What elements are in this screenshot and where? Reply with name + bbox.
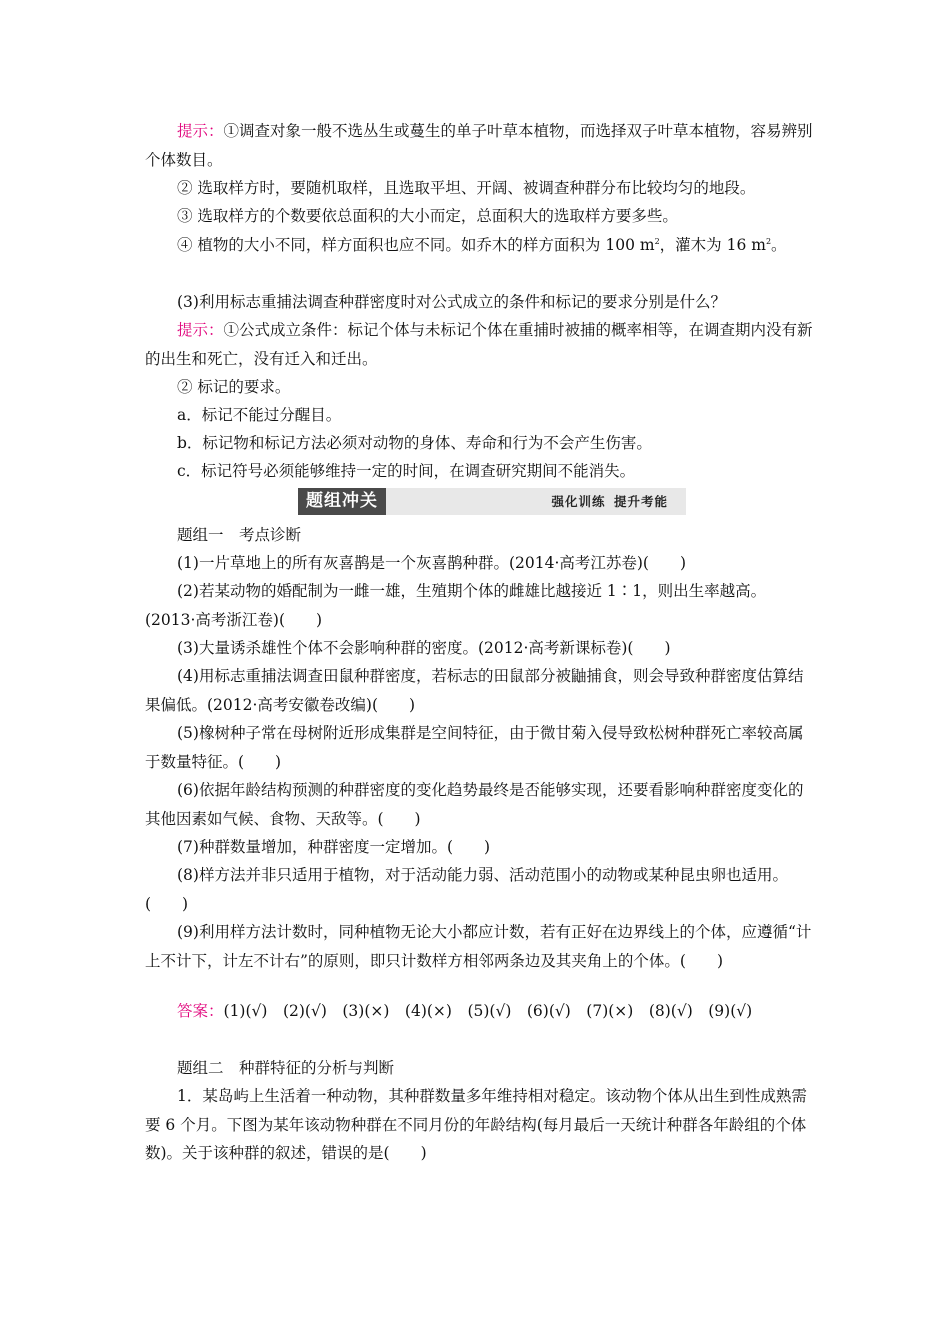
banner-subtitle: 强化训练 提升考能 xyxy=(551,494,668,509)
banner-title: 题组冲关 xyxy=(298,488,386,515)
hint-label: 提示： xyxy=(177,122,224,140)
group-1-answers: 答案：(1)(√) (2)(√) (3)(×) (4)(×) (5)(√) (6)(√) (7)(×) (8)(√) (9)(√) xyxy=(177,1002,753,1020)
group-1-item-1: (1)一片草地上的所有灰喜鹊是一个灰喜鹊种群。(2014·高考江苏卷)( ) xyxy=(177,554,687,572)
group-1-item-2: (2)若某动物的婚配制为一雌一雄，生殖期个体的雌雄比越接近 1∶1，则出生率越高。(2013·高考浙江卷)( ) xyxy=(145,582,767,629)
hint-8: b．标记物和标记方法必须对动物的身体、寿命和行为不会产生伤害。 xyxy=(177,434,652,452)
group-2-title: 题组二 种群特征的分析与判断 xyxy=(177,1059,395,1077)
section-banner xyxy=(298,488,686,515)
hint-2: ② 选取样方时，要随机取样，且选取平坦、开阔、被调查种群分布比较均匀的地段。 xyxy=(177,179,756,197)
hint-3: ③ 选取样方的个数要依总面积的大小而定，总面积大的选取样方要多些。 xyxy=(177,207,678,225)
hint-9: c．标记符号必须能够维持一定的时间，在调查研究期间不能消失。 xyxy=(177,462,636,480)
hint-7: a．标记不能过分醒目。 xyxy=(177,406,342,424)
group-1-item-7: (7)种群数量增加，种群密度一定增加。( ) xyxy=(177,838,491,856)
group-1-item-4: (4)用标志重捕法调查田鼠种群密度，若标志的田鼠部分被鼬捕食，则会导致种群密度估算结果偏低。(2012·高考安徽卷改编)( ) xyxy=(145,667,804,714)
question-3: (3)利用标志重捕法调查种群密度时对公式成立的条件和标记的要求分别是什么？ xyxy=(177,293,726,311)
hint-1: 提示：①调查对象一般不选丛生或蔓生的单子叶草本植物，而选择双子叶草本植物，容易辨别个体数目。 xyxy=(145,122,813,169)
hint-5: 提示：①公式成立条件：标记个体与未标记个体在重捕时被捕的概率相等，在调查期内没有新的出生和死亡，没有迁入和迁出。 xyxy=(145,321,813,368)
hint-4: ④ 植物的大小不同，样方面积也应不同。如乔木的样方面积为 100 $m^2$，灌木为 16 $m^2$。 xyxy=(177,236,787,254)
group-1-title: 题组一 考点诊断 xyxy=(177,526,302,544)
hint-6: ② 标记的要求。 xyxy=(177,378,291,396)
answer-label: 答案： xyxy=(177,1002,224,1020)
group-1-item-9: (9)利用样方法计数时，同种植物无论大小都应计数，若有正好在边界线上的个体，应遵循“计上不计下，计左不计右”的原则，即只计数样方相邻两条边及其夹角上的个体。( ) xyxy=(145,923,812,970)
group-1-item-6: (6)依据年龄结构预测的种群密度的变化趋势最终是否能够实现，还要看影响种群密度变化的其他因素如气候、食物、天敌等。( ) xyxy=(145,781,804,828)
group-2-question-1: 1．某岛屿上生活着一种动物，其种群数量多年维持相对稳定。该动物个体从出生到性成熟需要 6 个月。下图为某年该动物种群在不同月份的年龄结构(每月最后一天统计种群各年龄组的个体数)。关于该种群的叙述，错误的是( ) xyxy=(145,1087,807,1162)
hint-label: 提示： xyxy=(177,321,224,339)
group-1-item-3: (3)大量诱杀雄性个体不会影响种群的密度。(2012·高考新课标卷)( ) xyxy=(177,639,671,657)
group-1-item-8: (8)样方法并非只适用于植物，对于活动能力弱、活动范围小的动物或某种昆虫卵也适用。( ) xyxy=(145,866,788,913)
group-1-item-5: (5)橡树种子常在母树附近形成集群是空间特征，由于微甘菊入侵导致松树种群死亡率较高属于数量特征。( ) xyxy=(145,724,804,771)
